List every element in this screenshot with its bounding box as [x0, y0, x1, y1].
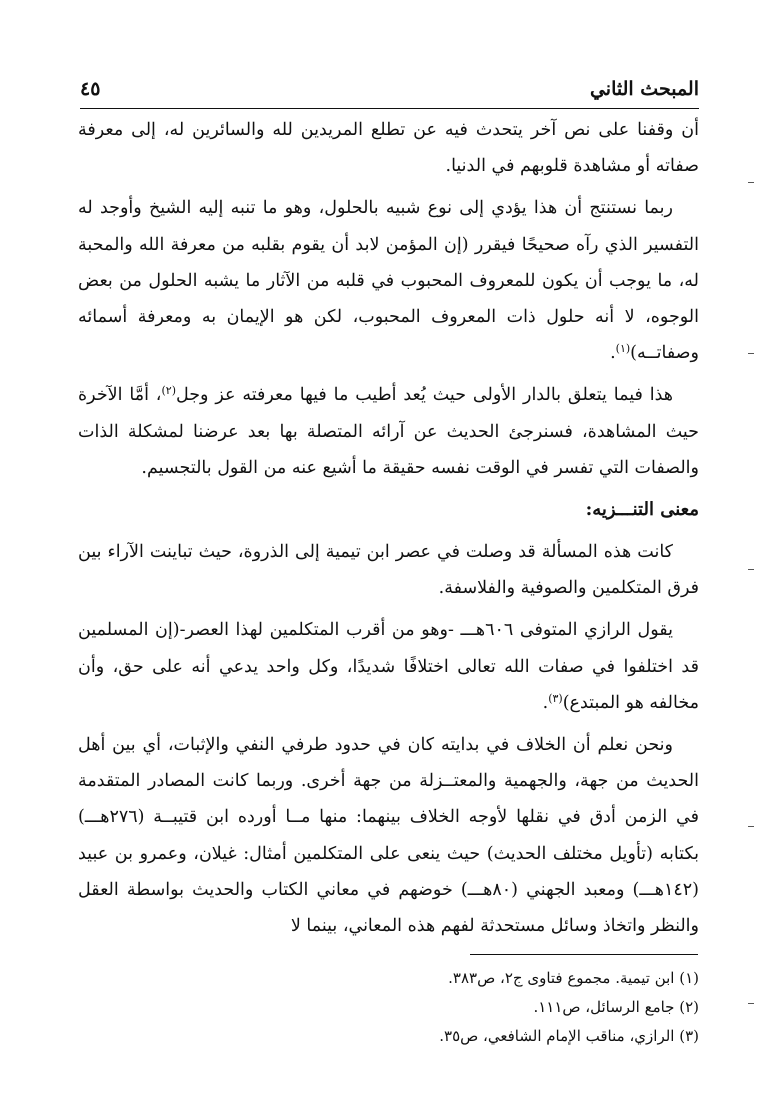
body-text — [78, 112, 699, 950]
footnote-3: (٣) الرازي، مناقب الإمام الشافعي، ص٣٥. — [439, 1027, 699, 1045]
paragraph-3-text-a: هذا فيما يتعلق بالدار الأولى حيث يُعد أطيب ما فيها معرفته عز وجل — [175, 385, 674, 406]
footnote-ref-1: (١) — [615, 342, 631, 356]
paragraph-5-end: . — [542, 692, 549, 713]
paragraph-6: ونحن نعلم أن الخلاف في بدايته كان في حدود طرفي النفي والإثبات، أي بين أهل الحديث من جهة، والجهمية والمعتــزلة من جهة أخرى. وربما كانت المصادر المتقدمة في الزمن أدق في نقلها لأوجه الخلاف بينهما: منها مــا أورده ابن قتيبــة (٢٧٦هـــ) بكتابه (تأويل مختلف الحديث) حيث ينعى على المتكلمين أمثال: غيلان، وعمرو بن عبيد (١٤٢هـــ) ومعبد الجهني (٨٠هـــ) خوضهم في معاني الكتاب والحديث بواسطة العقل والنظر واتخاذ وسائل مستحدثة لفهم هذه المعاني، بينما لا — [78, 735, 699, 937]
paragraph-2-text: ربما نستنتج أن هذا يؤدي إلى نوع شبيه بالحلول، وهو ما تنبه إليه الشيخ وأوجد له التفسير الذي رآه صحيحًا فيقرر (إن المؤمن لابد أن يقوم بقلبه من معرفة الله والمحبة له، ما يوجب أن يكون للمعروف المحبوب في قلبه من الآثار ما يشبه الحلول من بعض الوجوه، لا أنه حلول ذات المعروف المحبوب، لكن هو الإيمان به ومعرفة أسمائه وصفاتــه) — [78, 198, 699, 364]
footnote-separator — [470, 954, 698, 955]
paragraph-5 — [78, 612, 699, 721]
page-number: ٤٥ — [80, 78, 101, 100]
page-header — [80, 78, 699, 109]
scan-margin-mark — [748, 569, 754, 570]
scan-margin-mark — [748, 182, 754, 183]
paragraph-4: كانت هذه المسألة قد وصلت في عصر ابن تيمية إلى الذروة، حيث تباينت الآراء بين فرق المتكلمين والصوفية والفلاسفة. — [78, 542, 699, 599]
scan-margin-mark — [748, 353, 754, 354]
footnote-2: (٢) جامع الرسائل، ص١١١. — [533, 998, 699, 1016]
paragraph-5-text: يقول الرازي المتوفى ٦٠٦هـــ -وهو من أقرب المتكلمين لهذا العصر-(إن المسلمين قد اختلفوا في صفات الله تعالى اختلافًا شديدًا، وكل واحد يدعي أنه على حق، وأن مخالفه هو المبتدع) — [78, 620, 699, 713]
paragraph-2 — [78, 190, 699, 371]
paragraph-1: أن وقفنا على نص آخر يتحدث فيه عن تطلع المريدين لله والسائرين له، إلى معرفة صفاته أو مشاهدة قلوبهم في الدنيا. — [78, 120, 699, 177]
scan-margin-mark — [748, 826, 754, 827]
section-heading: معنى التنـــزيه: — [585, 499, 699, 521]
paragraph-2-end: . — [610, 343, 616, 364]
footnote-ref-3: (٣) — [548, 691, 563, 705]
footnotes — [78, 964, 699, 1051]
footnote-1: (١) ابن تيمية. مجموع فتاوى ج٢، ص٣٨٣. — [448, 969, 699, 987]
footnote-ref-2: (٢) — [161, 384, 176, 398]
paragraph-3-text-b: ، أمَّا الآخرة حيث المشاهدة، فسنرجئ الحديث عن آرائه المتصلة بها بعد عرضنا لمشكلة الذات والصفات التي تفسر في الوقت نفسه حقيقة ما أشيع عنه من القول بالتجسيم. — [78, 385, 699, 478]
running-title: المبحث الثاني — [589, 78, 699, 100]
paragraph-3 — [78, 377, 699, 486]
scan-margin-mark — [748, 1003, 754, 1004]
